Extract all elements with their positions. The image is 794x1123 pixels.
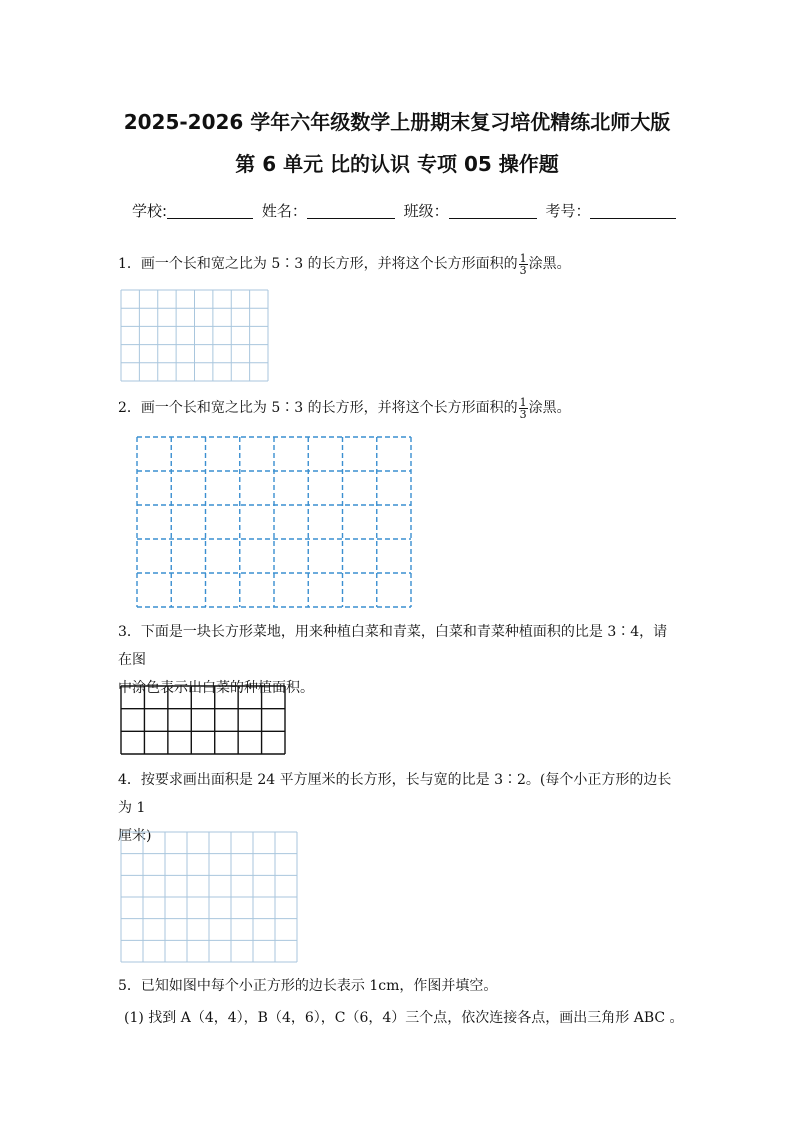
question-5 — [118, 972, 678, 1000]
fraction-numerator: 1 — [519, 251, 527, 265]
question-text: 画一个长和宽之比为 5∶3 的长方形，并将这个长方形面积的 — [140, 400, 518, 416]
grid-q2[interactable] — [136, 436, 412, 608]
question-2 — [118, 394, 678, 422]
name-blank[interactable] — [307, 202, 395, 219]
fraction-denominator: 3 — [519, 407, 527, 421]
school-label: 学校: — [132, 202, 168, 220]
question-number: 2． — [118, 400, 141, 416]
page-title: 2025-2026 学年六年级数学上册期末复习培优精练北师大版 — [123, 110, 671, 134]
question-text: 下面是一块长方形菜地，用来种植白菜和青菜，白菜和青菜种植面积的比是 3∶4，请在图 — [118, 624, 668, 668]
class-blank[interactable] — [449, 202, 537, 219]
grid-q4[interactable] — [120, 831, 298, 963]
question-number: 3． — [118, 624, 141, 640]
name-label: 姓名： — [261, 202, 307, 220]
question-text-end: 涂黑。 — [528, 400, 571, 416]
fraction-denominator: 3 — [519, 263, 527, 277]
exam-no-label: 考号： — [545, 202, 591, 220]
question-number: 5． — [118, 978, 141, 994]
fraction-one-third — [519, 397, 528, 420]
school-blank[interactable] — [167, 202, 253, 219]
fraction-numerator: 1 — [519, 395, 527, 409]
question-number: 1． — [118, 256, 141, 272]
exam-no-blank[interactable] — [590, 202, 676, 219]
question-1 — [118, 250, 678, 278]
fraction-one-third — [519, 253, 528, 276]
page-subtitle: 第 6 单元 比的认识 专项 05 操作题 — [235, 152, 559, 176]
grid-q3[interactable] — [120, 685, 286, 755]
grid-q1[interactable] — [120, 289, 269, 382]
question-number: 4． — [118, 772, 141, 788]
question-text-line2: 中涂色表示出白菜的种植面积。 — [118, 680, 314, 696]
student-info-line — [132, 200, 680, 221]
question-text: 已知如图中每个小正方形的边长表示 1cm，作图并填空。 — [140, 978, 498, 994]
question-5-sub-1: (1) 找到 A（4，4），B（4，6），C（6，4）三个点，依次连接各点，画出三角形 ABC 。 — [124, 1010, 684, 1026]
question-text-line2: 厘米) — [118, 828, 152, 844]
class-label: 班级： — [403, 202, 449, 220]
question-text-end: 涂黑。 — [528, 256, 571, 272]
question-text: 按要求画出面积是 24 平方厘米的长方形，长与宽的比是 3∶2。(每个小正方形的边长为 1 — [118, 772, 672, 816]
question-text: 画一个长和宽之比为 5∶3 的长方形，并将这个长方形面积的 — [140, 256, 518, 272]
